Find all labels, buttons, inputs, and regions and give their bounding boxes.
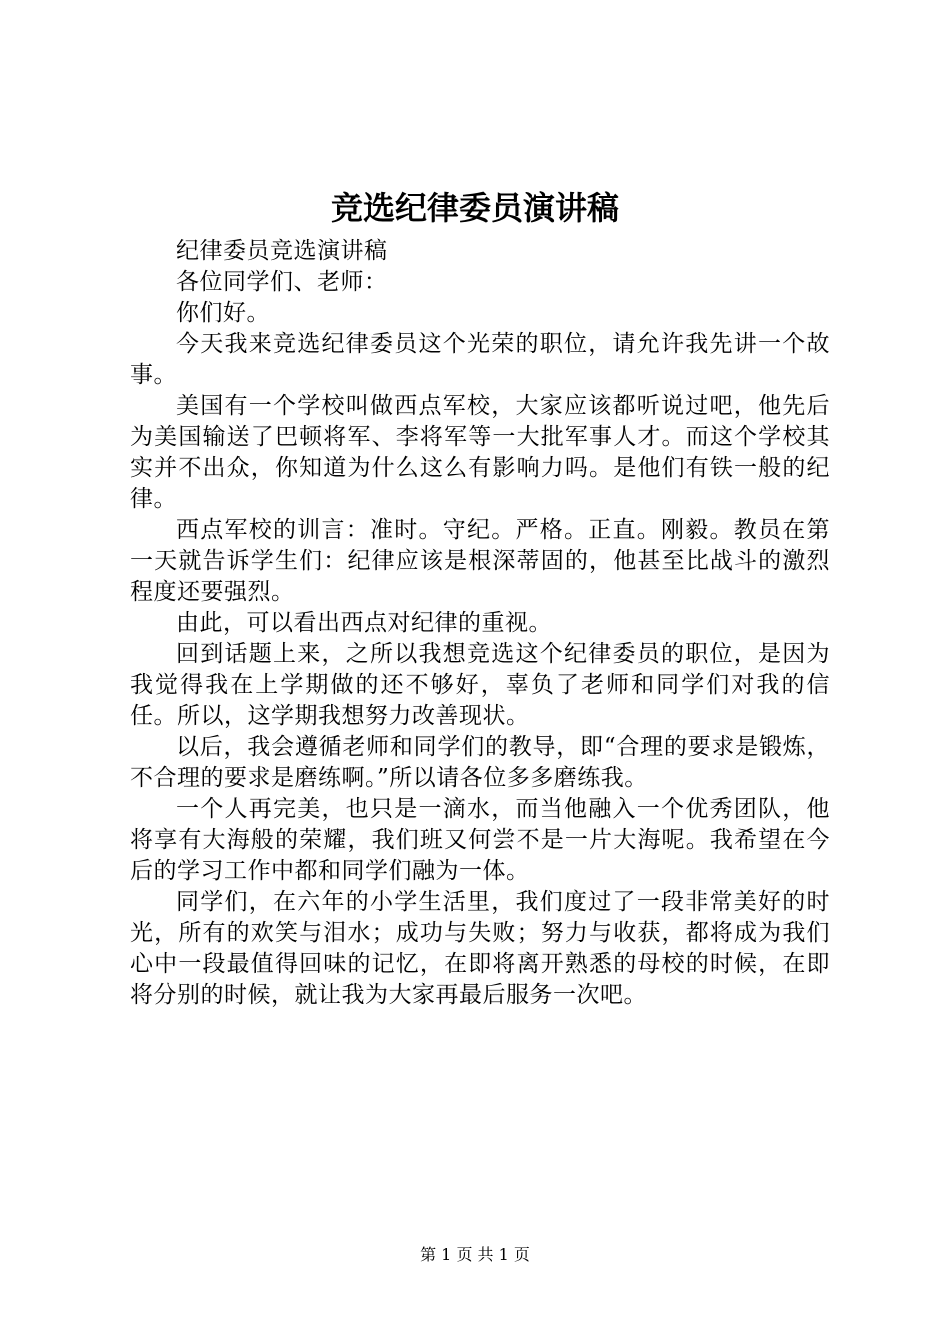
paragraph-1: 纪律委员竞选演讲稿 <box>176 238 388 264</box>
paragraph-7: 由此，可以看出西点对纪律的重视。 <box>176 610 552 636</box>
paragraph-3: 你们好。 <box>176 300 270 326</box>
document-title: 竞选纪律委员演讲稿 <box>330 189 619 227</box>
paragraph-10: 一个人再完美，也只是一滴水，而当他融入一个优秀团队，他将享有大海般的荣耀，我们班又何尝不是一片大海呢。我希望在今后的学习工作中都和同学们融为一体。 <box>130 796 830 884</box>
document-body <box>130 236 830 1011</box>
paragraph-5: 美国有一个学校叫做西点军校，大家应该都听说过吧，他先后为美国输送了巴顿将军、李将军等一大批军事人才。而这个学校其实并不出众，你知道为什么这么有影响力吗。是他们有铁一般的纪律。 <box>130 393 830 512</box>
paragraph-11: 同学们，在六年的小学生活里，我们度过了一段非常美好的时光，所有的欢笑与泪水；成功与失败；努力与收获，都将成为我们心中一段最值得回味的记忆，在即将离开熟悉的母校的时候，在即将分别的时候，就让我为大家再最后服务一次吧。 <box>130 889 830 1008</box>
paragraph-2: 各位同学们、老师： <box>176 269 388 295</box>
paragraph-6: 西点军校的训言：准时。守纪。严格。正直。刚毅。教员在第一天就告诉学生们：纪律应该是根深蒂固的，他甚至比战斗的激烈程度还要强烈。 <box>130 517 830 605</box>
paragraph-9: 以后，我会遵循老师和同学们的教导，即“合理的要求是锻炼，不合理的要求是磨练啊。”所以请各位多多磨练我。 <box>130 734 830 791</box>
page-number-footer: 第 1 页 共 1 页 <box>420 1245 530 1264</box>
paragraph-4: 今天我来竞选纪律委员这个光荣的职位，请允许我先讲一个故事。 <box>130 331 830 388</box>
paragraph-8: 回到话题上来，之所以我想竞选这个纪律委员的职位，是因为我觉得我在上学期做的还不够好，辜负了老师和同学们对我的信任。所以，这学期我想努力改善现状。 <box>130 641 830 729</box>
